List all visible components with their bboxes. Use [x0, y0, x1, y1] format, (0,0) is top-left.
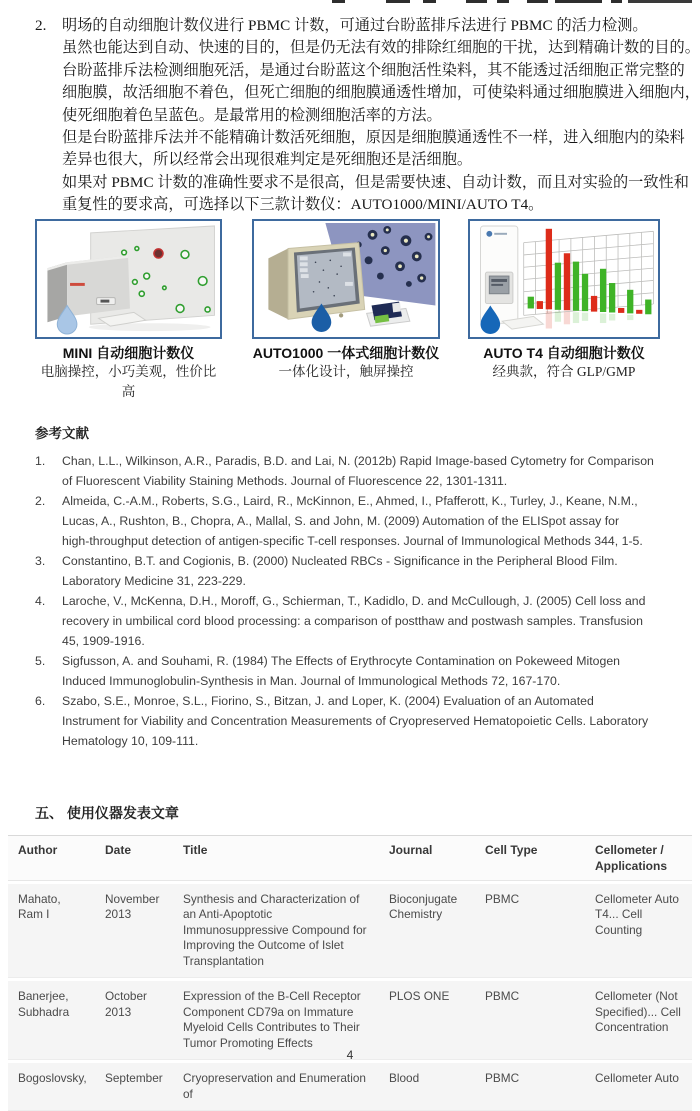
col-header-cell-type: Cell Type: [485, 842, 538, 857]
mini-product-image: [35, 219, 222, 339]
auto1000-product-image: [252, 219, 440, 339]
cell-cellometer: Cellometer (Not Specified)... Cell Concentration: [595, 989, 681, 1035]
auto-t4-counter-illustration: [472, 223, 656, 335]
reference-number: 3.: [35, 553, 46, 568]
col-header-date: Date: [105, 842, 132, 857]
cell-author: Mahato, Ram I: [18, 891, 61, 922]
reference-item: 6. Szabo, S.E., Monroe, S.L., Fiorino, S., Bitzan, J. and Loper, K. (2004) Evaluation of an Automated Instrument for Viability and Concentration Measurements of Cryopreserved Hematopoietic Cells. Laboratory Hematology 10, 109-111.: [35, 691, 688, 751]
cell-title: Expression of the B-Cell Receptor Component CD79a on Immature Myeloid Cells Contributes to Their Tumor Promoting Effects: [183, 989, 361, 1050]
product-mini: [35, 219, 222, 402]
reference-list: [35, 451, 688, 751]
references-heading: 参考文献: [35, 425, 89, 441]
auto1000-counter-illustration: [256, 223, 436, 335]
cell-cellometer: Cellometer Auto T4... Cell Counting: [595, 891, 679, 937]
cell-cell-type: PBMC: [485, 1071, 520, 1086]
col-header-journal: Journal: [389, 842, 433, 857]
cell-cellometer: Cellometer Auto: [595, 1071, 679, 1086]
cell-cell-type: PBMC: [485, 989, 520, 1004]
cell-journal: PLOS ONE: [389, 989, 450, 1004]
col-header-title: Title: [183, 842, 208, 857]
product-title: MINI 自动细胞计数仪: [62, 344, 195, 361]
reference-number: 1.: [35, 453, 46, 468]
product-description: 一体化设计，触屏操控: [278, 363, 414, 379]
cell-author: Bogoslovsky,: [18, 1071, 87, 1086]
cell-cell-type: PBMC: [485, 891, 520, 906]
product-description: 电脑操控，小巧美观，性价比高: [40, 363, 217, 399]
reference-item: 5. Sigfusson, A. and Souhami, R. (1984) The Effects of Erythrocyte Contamination on Pokeweed Mitogen Induced Immunoglobulin-Synthesis in Man. Journal of Immunological Methods 72, 167-170.: [35, 651, 688, 691]
reference-item: 3. Constantino, B.T. and Cogionis, B. (2000) Nucleated RBCs - Significance in the Peripheral Blood Film. Laboratory Medicine 31, 223-229.: [35, 551, 688, 591]
product-auto-t4: [468, 219, 660, 402]
table-row: [8, 884, 692, 979]
cell-journal: Blood: [389, 1071, 420, 1086]
paragraph-item-2: [0, 0, 700, 217]
cell-journal: Bioconjugate Chemistry: [389, 891, 458, 922]
auto-t4-product-image: [468, 219, 660, 339]
reference-item: 2. Almeida, C.-A.M., Roberts, S.G., Laird, R., McKinnon, E., Ahmed, I., Pfafferott, K., Turley, J., Keane, N.M., Lucas, A., Rushton, B., Chopra, A., Mallal, S. and John, M. (2009) Automation of the ELISpot assay for high-throughput detection of antigen-specific T-cell responses. Journal of Immunological Methods 344, 1-5.: [35, 491, 688, 551]
cell-author: Banerjee, Subhadra: [18, 989, 70, 1019]
cell-date: October 2013: [105, 989, 147, 1019]
table-row: [8, 1063, 692, 1111]
product-auto1000: [252, 219, 440, 402]
product-figures-row: [35, 219, 700, 402]
cell-date: November 2013: [105, 891, 160, 922]
paragraph-text: 明场的自动细胞计数仪进行 PBMC 计数，可通过台盼蓝排斥法进行 PBMC 的活力检测。 虽然也能达到自动、快速的目的，但是仍无法有效的排除红细胞的干扰，达到精确计数的目的。 台盼蓝排斥法检测细胞死活，是通过台盼蓝这个细胞活性染料，其不能透过活细胞正常完整的 细胞膜，故活细胞不着色，但死亡细胞的细胞膜通透性增加，可使染料通过细胞膜进入细胞内， 使死细胞着色呈蓝色。是最常用的检测细胞活率的方法。 但是台盼蓝排斥法并不能精确计数活死细胞，原因是细胞膜通透性不一样，进入细胞内的染料 差异也很大，所以经常会出现很难判定是死细胞还是活细胞。 如果对 PBMC 计数的准确性要求不是很高，但是需要快速、自动计数，而且对实验的一致性和 重复性的要求高，可选择以下三款计数仪：AUTO1000/MINI/AUTO T4。: [62, 17, 700, 214]
reference-item: 4. Laroche, V., McKenna, D.H., Moroff, G., Schierman, T., Kadidlo, D. and McCullough, J. (2005) Cell loss and recovery in umbilical cord blood processing: a comparison of postthaw and postwash samples. Transfusion 45, 1909-1916.: [35, 591, 688, 651]
reference-number: 6.: [35, 693, 46, 708]
product-title: AUTO T4 自动细胞计数仪: [483, 344, 645, 361]
col-header-cellometer: Cellometer / Applications: [595, 842, 668, 873]
reference-item: 1. Chan, L.L., Wilkinson, A.R., Paradis, B.D. and Lai, N. (2012b) Rapid Image-based Cytometry for Comparison of Fluorescent Viability Staining Methods. Journal of Fluorescence 22, 1301-1311.: [35, 451, 688, 491]
table-header-row: [8, 836, 692, 881]
reference-number: 2.: [35, 493, 46, 508]
product-title: AUTO1000 一体式细胞计数仪: [252, 344, 440, 361]
cell-title: Synthesis and Characterization of an Anti-Apoptotic Immunosuppressive Compound for Improving the Outcome of Islet Transplantation: [183, 891, 367, 968]
col-header-author: Author: [18, 842, 58, 857]
list-number: 2.: [35, 17, 47, 34]
publications-table: [8, 835, 692, 1101]
section-5-heading: 五、 使用仪器发表文章: [35, 804, 179, 821]
reference-number: 5.: [35, 653, 46, 668]
cell-date: September: [105, 1071, 163, 1086]
mini-counter-illustration: [39, 223, 218, 335]
page-number: 4: [346, 1048, 354, 1062]
cell-title: Cryopreservation and Enumeration of: [183, 1071, 366, 1101]
reference-number: 4.: [35, 593, 46, 608]
product-description: 经典款，符合 GLP/GMP: [492, 363, 636, 379]
